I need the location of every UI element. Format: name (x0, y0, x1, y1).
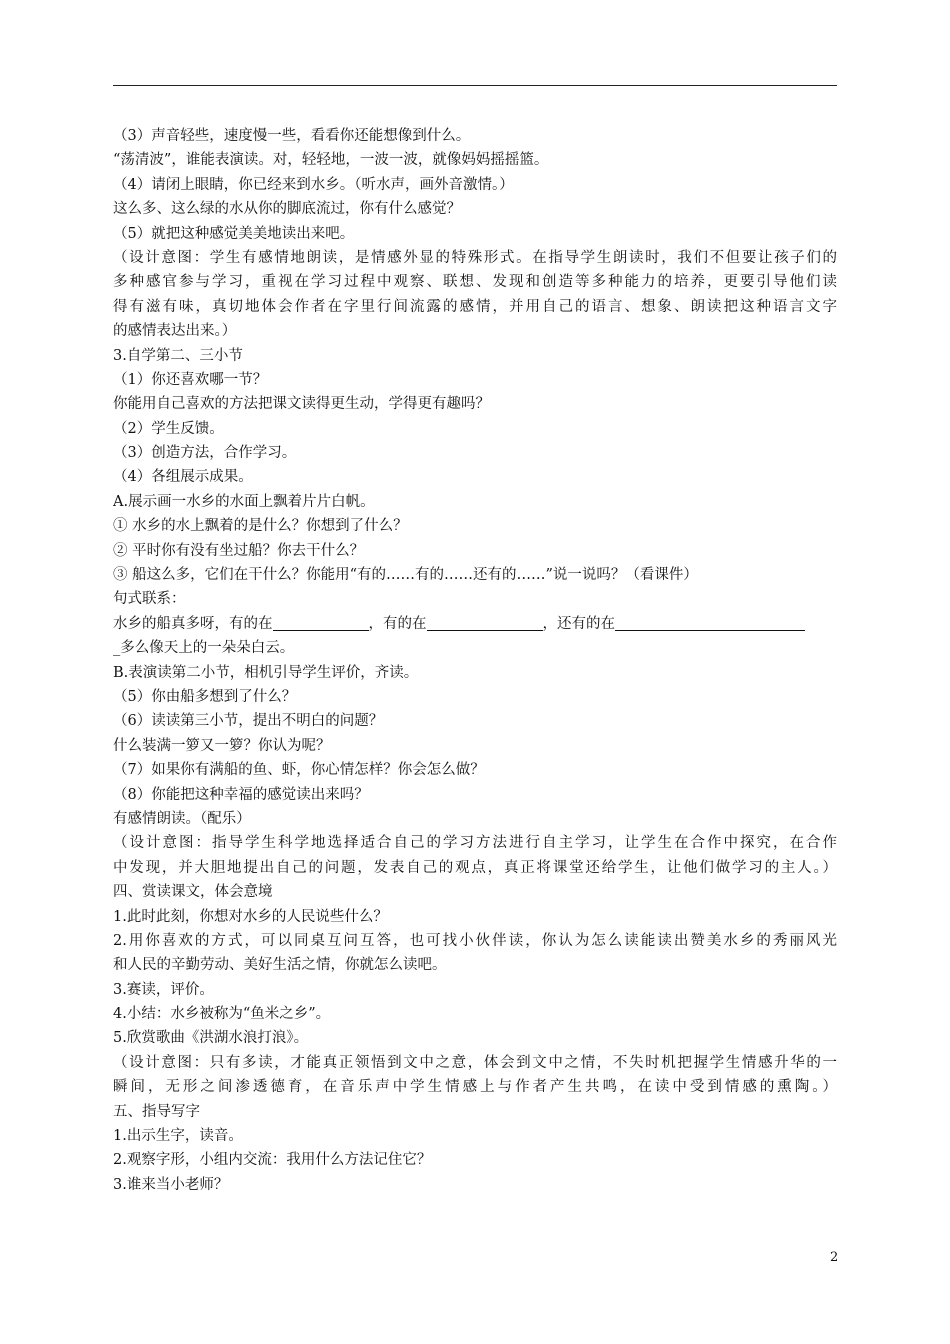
text-line: 有感情朗读。（配乐） (113, 810, 251, 827)
text-line: 五、指导写字 (113, 1103, 200, 1120)
text-line: （设计意图：指导学生科学地选择适合自己的学习方法进行自主学习，让学生在合作中探究，在合作 (113, 835, 837, 852)
page-number: 2 (830, 1250, 839, 1265)
text-line: 多种感官参与学习，重视在学习过程中观察、联想、发现和创造等多种能力的培养，更要引导他们读 (113, 274, 837, 291)
sentence-fragment: ，还有的在 (542, 615, 615, 632)
text-line: （3）声音轻些，速度慢一些，看看你还能想像到什么。 (113, 128, 471, 144)
text-line: 瞬间，无形之间渗透德育，在音乐声中学生情感上与作者产生共鸣，在读中受到情感的熏陶。） (113, 1079, 837, 1096)
text-line: （设计意图：只有多读，才能真正领悟到文中之意，体会到文中之情，不失时机把握学生情感升华的一 (113, 1054, 837, 1071)
text-line: （5）就把这种感觉美美地读出来吧。 (113, 225, 355, 242)
text-line: B.表演读第二小节，相机引导学生评价，齐读。 (113, 664, 419, 681)
blank-underline (427, 614, 543, 631)
text-line: “荡清波”，谁能表演读。对，轻轻地，一波一波，就像妈妈摇摇篮。 (113, 152, 549, 169)
text-line: _多么像天上的一朵朵白云。 (113, 640, 295, 657)
text-line: 得有滋有味，真切地体会作者在字里行间流露的感情，并用自己的语言、想象、朗读把这种语言文字 (113, 298, 837, 315)
text-line: （4）各组展示成果。 (113, 469, 253, 486)
text-line: （6）读读第三小节，提出不明白的问题？ (113, 713, 384, 730)
text-line: 1.此时此刻，你想对水乡的人民说些什么？ (113, 908, 388, 925)
text-line: 四、赏读课文，体会意境 (113, 884, 273, 901)
document-body (113, 124, 837, 1197)
text-line: 你能用自己喜欢的方法把课文读得更生动，学得更有趣吗？ (113, 396, 490, 413)
text-line: 这么多、这么绿的水从你的脚底流过，你有什么感觉？ (113, 201, 461, 218)
text-line: 中发现，并大胆地提出自己的问题，发表自己的观点，真正将课堂还给学生，让他们做学习的主人。） (113, 859, 837, 876)
blank-underline (615, 614, 805, 631)
blank-underline (273, 614, 369, 631)
text-line: 2.观察字形，小组内交流：我用什么方法记住它？ (113, 1152, 432, 1169)
text-line: （5）你由船多想到了什么？ (113, 688, 297, 705)
text-line: 和人民的辛勤劳动、美好生活之情，你就怎么读吧。 (113, 957, 447, 974)
text-line: 3.谁来当小老师？ (113, 1176, 229, 1193)
text-line: A.展示画一水乡的水面上飘着片片白帆。 (113, 493, 375, 510)
header-rule (113, 85, 837, 86)
sentence-fragment: ，有的在 (368, 615, 427, 632)
text-line: 句式联系： (113, 591, 186, 608)
text-line: 的感情表达出来。） (113, 323, 237, 340)
text-line: 3.自学第二、三小节 (113, 347, 243, 364)
text-line: （8）你能把这种幸福的感觉读出来吗？ (113, 786, 369, 803)
text-line: （2）学生反馈。 (113, 420, 224, 437)
sentence-fragment: 水乡的船真多呀，有的在 (113, 615, 273, 632)
text-line: 5.欣赏歌曲《洪湖水浪打浪》。 (113, 1030, 309, 1047)
text-line: （4）请闭上眼睛，你已经来到水乡。（听水声，画外音激情。） (113, 176, 514, 193)
text-line: ③ 船这么多，它们在干什么？你能用“有的……有的……还有的……”说一说吗？（看课件） (113, 567, 698, 584)
text-line: （3）创造方法，合作学习。 (113, 445, 297, 462)
text-line: （7）如果你有满船的鱼、虾，你心情怎样？你会怎么做？ (113, 762, 485, 779)
text-line: 4.小结：水乡被称为“鱼米之乡”。 (113, 1006, 331, 1023)
text-line: ② 平时你有没有坐过船？你去干什么？ (113, 542, 365, 559)
fill-in-blank-line (113, 612, 837, 636)
text-line: 3.赛读，评价。 (113, 981, 214, 998)
text-line: ① 水乡的水上飘着的是什么？你想到了什么？ (113, 518, 408, 535)
text-line: 2.用你喜欢的方式，可以同桌互问互答，也可找小伙伴读，你认为怎么读能读出赞美水乡的秀丽风光 (113, 932, 837, 949)
text-line: （设计意图：学生有感情地朗读，是情感外显的特殊形式。在指导学生朗读时，我们不但要让孩子们的 (113, 249, 837, 266)
text-line: 什么装满一箩又一箩？你认为呢？ (113, 737, 331, 754)
text-line: 1.出示生字，读音。 (113, 1128, 243, 1145)
text-line: （1）你还喜欢哪一节？ (113, 371, 268, 388)
